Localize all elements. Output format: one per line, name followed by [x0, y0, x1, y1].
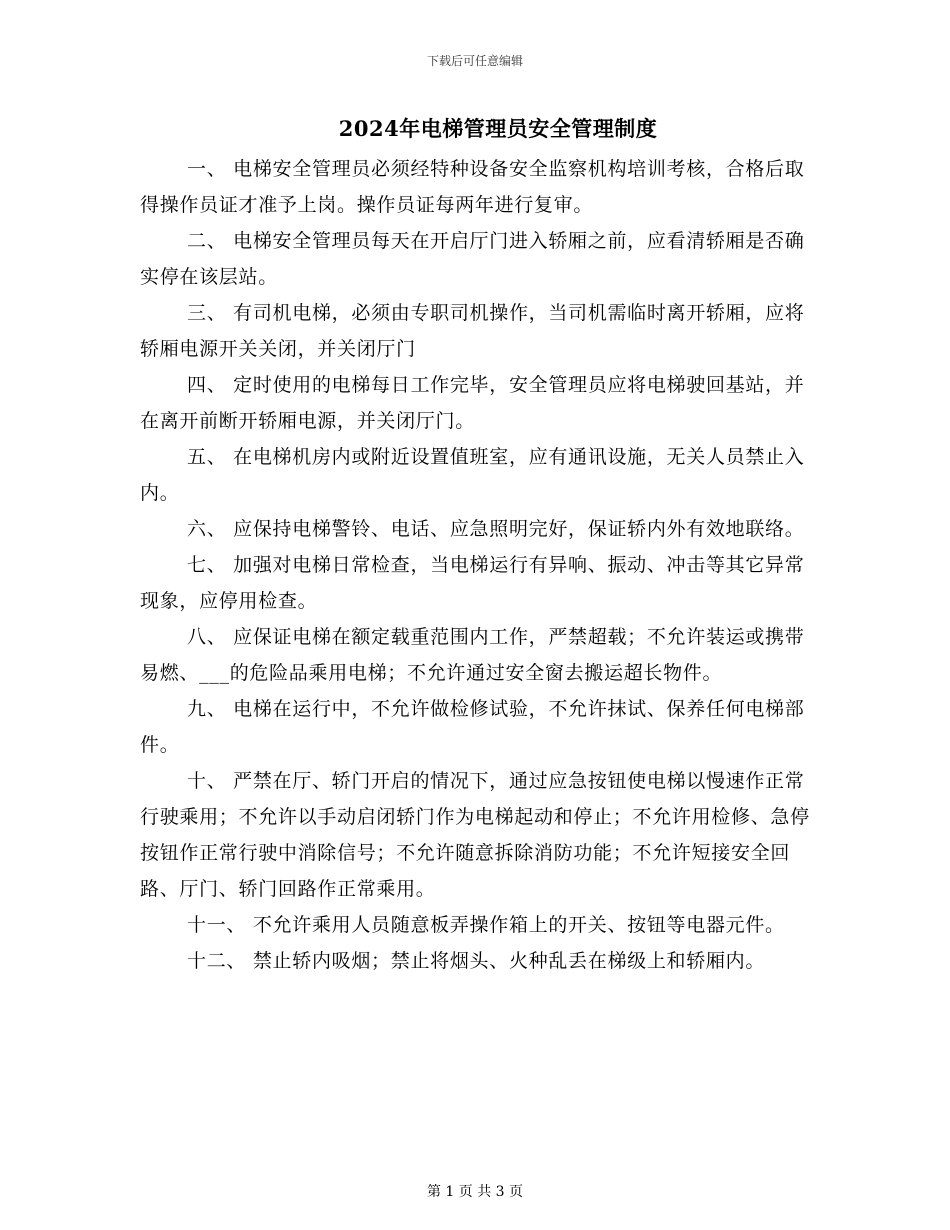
- paragraph: 十一、 不允许乘用人员随意板弄操作箱上的开关、按钮等电器元件。: [187, 914, 785, 936]
- paragraph: 六、 应保持电梯警铃、电话、应急照明完好，保证轿内外有效地联络。: [187, 518, 805, 540]
- header-note: 下载后可任意编辑: [426, 54, 523, 68]
- page-indicator: 第 1 页 共 3 页: [426, 1184, 524, 1200]
- paragraph: 七、 加强对电梯日常检查，当电梯运行有异响、振动、冲击等其它异常现象，应停用检查。: [140, 554, 805, 612]
- document-body: [140, 151, 812, 979]
- document-title: 2024年电梯管理员安全管理制度: [338, 116, 658, 141]
- paragraph: 二、 电梯安全管理员每天在开启厅门进入轿厢之前，应看清轿厢是否确实停在该层站。: [140, 230, 805, 288]
- paragraph: 三、 有司机电梯，必须由专职司机操作，当司机需临时离开轿厢，应将轿厢电源开关关闭，并关闭厅门: [140, 302, 805, 360]
- paragraph: 九、 电梯在运行中，不允许做检修试验，不允许抹试、保养任何电梯部件。: [140, 698, 805, 756]
- paragraph: 十、 严禁在厅、轿门开启的情况下，通过应急按钮使电梯以慢速作正常行驶乘用；不允许以手动启闭轿门作为电梯起动和停止；不允许用检修、急停按钮作正常行驶中消除信号；不允许随意拆除消防功能；不允许短接安全回路、厅门、轿门回路作正常乘用。: [140, 770, 810, 900]
- paragraph: 五、 在电梯机房内或附近设置值班室，应有通讯设施，无关人员禁止入内。: [140, 446, 805, 504]
- paragraph: 八、 应保证电梯在额定载重范围内工作，严禁超载；不允许装运或携带易燃、___的危险品乘用电梯；不允许通过安全窗去搬运超长物件。: [140, 626, 805, 684]
- paragraph: 一、 电梯安全管理员必须经特种设备安全监察机构培训考核，合格后取得操作员证才准予上岗。操作员证每两年进行复审。: [140, 158, 805, 216]
- paragraph: 十二、 禁止轿内吸烟；禁止将烟头、火种乱丢在梯级上和轿厢内。: [187, 950, 766, 972]
- paragraph: 四、 定时使用的电梯每日工作完毕，安全管理员应将电梯驶回基站，并在离开前断开轿厢电源，并关闭厅门。: [140, 374, 805, 432]
